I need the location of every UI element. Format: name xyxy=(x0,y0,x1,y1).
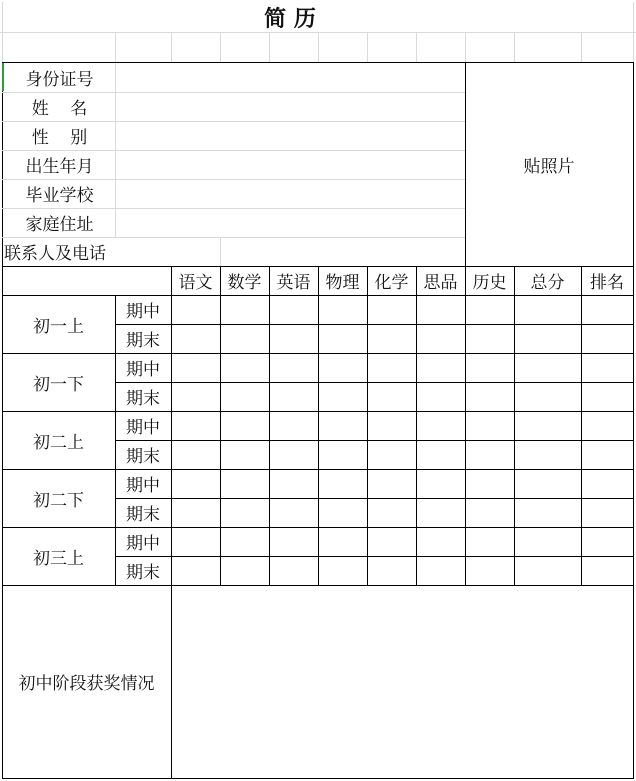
score-cell[interactable] xyxy=(171,440,220,469)
score-cell[interactable] xyxy=(171,498,220,527)
score-cell[interactable] xyxy=(367,498,416,527)
gridline xyxy=(171,32,172,63)
score-cell[interactable] xyxy=(367,411,416,440)
score-cell[interactable] xyxy=(416,556,465,585)
score-cell[interactable] xyxy=(465,411,514,440)
score-cell[interactable] xyxy=(269,498,318,527)
score-cell[interactable] xyxy=(318,295,367,324)
score-cell[interactable] xyxy=(581,324,633,353)
gridline xyxy=(465,32,466,63)
gridline xyxy=(269,32,270,63)
gridline xyxy=(318,32,319,63)
exam-type-label: 期中 xyxy=(126,534,160,554)
score-cell[interactable] xyxy=(269,411,318,440)
score-cell[interactable] xyxy=(318,324,367,353)
page-title: 简 历 xyxy=(264,6,316,32)
info-label: 姓 名 xyxy=(31,99,88,119)
score-cell[interactable] xyxy=(465,324,514,353)
score-cell[interactable] xyxy=(416,353,465,382)
score-cell[interactable] xyxy=(581,353,633,382)
score-cell[interactable] xyxy=(465,527,514,556)
score-cell[interactable] xyxy=(269,440,318,469)
term-label: 初一下 xyxy=(33,374,84,395)
score-cell[interactable] xyxy=(416,382,465,411)
score-cell[interactable] xyxy=(171,295,220,324)
exam-type-label: 期末 xyxy=(126,331,160,351)
score-cell[interactable] xyxy=(367,469,416,498)
score-cell[interactable] xyxy=(220,527,269,556)
score-cell[interactable] xyxy=(581,382,633,411)
info-value-field[interactable] xyxy=(115,63,465,92)
score-cell[interactable] xyxy=(416,469,465,498)
score-cell[interactable] xyxy=(220,556,269,585)
score-cell[interactable] xyxy=(465,498,514,527)
term-label: 初二上 xyxy=(33,432,84,453)
score-cell[interactable] xyxy=(581,440,633,469)
term-label: 初一上 xyxy=(33,316,84,337)
score-cell[interactable] xyxy=(171,324,220,353)
score-cell[interactable] xyxy=(514,295,581,324)
info-label: 毕业学校 xyxy=(25,186,94,206)
score-cell[interactable] xyxy=(367,353,416,382)
subject-header: 总分 xyxy=(530,273,565,293)
score-cell[interactable] xyxy=(367,382,416,411)
score-cell[interactable] xyxy=(514,527,581,556)
score-cell[interactable] xyxy=(171,411,220,440)
subject-header: 数学 xyxy=(227,273,262,293)
exam-type-label: 期中 xyxy=(126,476,160,496)
gridline xyxy=(581,32,582,63)
score-cell[interactable] xyxy=(514,411,581,440)
score-cell[interactable] xyxy=(318,382,367,411)
score-cell[interactable] xyxy=(269,353,318,382)
score-cell[interactable] xyxy=(581,469,633,498)
border-line xyxy=(633,62,634,779)
score-cell[interactable] xyxy=(269,556,318,585)
exam-type-label: 期中 xyxy=(126,302,160,322)
score-cell[interactable] xyxy=(220,324,269,353)
gridline xyxy=(220,32,221,63)
term-label: 初三上 xyxy=(33,548,84,569)
exam-type-label: 期末 xyxy=(126,447,160,467)
score-cell[interactable] xyxy=(269,469,318,498)
score-cell[interactable] xyxy=(220,469,269,498)
gridline xyxy=(2,2,3,63)
photo-placeholder[interactable]: 贴照片 xyxy=(523,157,575,177)
score-cell[interactable] xyxy=(465,295,514,324)
score-cell[interactable] xyxy=(220,295,269,324)
gridline xyxy=(633,32,634,63)
awards-label: 初中阶段获奖情况 xyxy=(18,674,155,694)
info-label: 家庭住址 xyxy=(25,215,94,235)
score-cell[interactable] xyxy=(514,440,581,469)
info-value-field[interactable] xyxy=(115,92,465,121)
subject-header: 物理 xyxy=(325,273,360,293)
score-cell[interactable] xyxy=(465,469,514,498)
exam-type-label: 期末 xyxy=(126,563,160,583)
score-cell[interactable] xyxy=(269,324,318,353)
info-value-field[interactable] xyxy=(115,150,465,179)
score-cell[interactable] xyxy=(318,556,367,585)
score-cell[interactable] xyxy=(416,440,465,469)
info-value-field[interactable] xyxy=(220,237,465,266)
info-value-field[interactable] xyxy=(115,121,465,150)
score-cell[interactable] xyxy=(416,498,465,527)
info-label: 出生年月 xyxy=(25,157,94,177)
score-cell[interactable] xyxy=(416,324,465,353)
score-cell[interactable] xyxy=(171,469,220,498)
score-cell[interactable] xyxy=(514,353,581,382)
score-cell[interactable] xyxy=(367,527,416,556)
score-cell[interactable] xyxy=(171,527,220,556)
score-cell[interactable] xyxy=(465,440,514,469)
score-cell[interactable] xyxy=(269,527,318,556)
term-label: 初二下 xyxy=(33,490,84,511)
info-label: 性 别 xyxy=(31,128,88,148)
gridline xyxy=(514,32,515,63)
score-cell[interactable] xyxy=(514,324,581,353)
score-cell[interactable] xyxy=(465,382,514,411)
score-cell[interactable] xyxy=(416,411,465,440)
info-label: 联系人及电话 xyxy=(4,244,106,264)
score-cell[interactable] xyxy=(318,498,367,527)
exam-type-label: 期中 xyxy=(126,360,160,380)
score-cell[interactable] xyxy=(220,440,269,469)
score-cell[interactable] xyxy=(581,498,633,527)
score-cell[interactable] xyxy=(581,527,633,556)
exam-type-label: 期末 xyxy=(126,389,160,409)
score-cell[interactable] xyxy=(318,527,367,556)
subject-header: 历史 xyxy=(472,273,507,293)
subject-header: 化学 xyxy=(374,273,409,293)
border-line xyxy=(2,778,634,779)
score-cell[interactable] xyxy=(514,556,581,585)
score-cell[interactable] xyxy=(581,556,633,585)
score-cell[interactable] xyxy=(220,353,269,382)
score-cell[interactable] xyxy=(318,440,367,469)
subject-header: 语文 xyxy=(178,273,213,293)
score-cell[interactable] xyxy=(581,295,633,324)
score-cell[interactable] xyxy=(318,353,367,382)
subject-header: 排名 xyxy=(590,273,624,293)
score-cell[interactable] xyxy=(171,382,220,411)
subject-header: 思品 xyxy=(423,273,458,293)
exam-type-label: 期中 xyxy=(126,418,160,438)
score-cell[interactable] xyxy=(269,382,318,411)
gridline xyxy=(115,32,116,63)
score-cell[interactable] xyxy=(367,556,416,585)
score-cell[interactable] xyxy=(367,440,416,469)
score-cell[interactable] xyxy=(220,411,269,440)
score-cell[interactable] xyxy=(171,556,220,585)
score-cell[interactable] xyxy=(514,382,581,411)
score-cell[interactable] xyxy=(220,498,269,527)
info-value-field[interactable] xyxy=(115,208,465,237)
info-label: 身份证号 xyxy=(25,70,94,90)
exam-type-label: 期末 xyxy=(126,505,160,525)
gridline xyxy=(633,2,634,32)
subject-header: 英语 xyxy=(276,273,311,293)
score-cell[interactable] xyxy=(367,324,416,353)
score-cell[interactable] xyxy=(220,382,269,411)
score-cell[interactable] xyxy=(269,295,318,324)
score-cell[interactable] xyxy=(581,411,633,440)
score-cell[interactable] xyxy=(171,353,220,382)
score-cell[interactable] xyxy=(465,353,514,382)
score-cell[interactable] xyxy=(416,527,465,556)
score-cell[interactable] xyxy=(318,469,367,498)
score-cell[interactable] xyxy=(514,469,581,498)
score-cell[interactable] xyxy=(465,556,514,585)
info-value-field[interactable] xyxy=(115,179,465,208)
score-cell[interactable] xyxy=(318,411,367,440)
gridline xyxy=(416,32,417,63)
score-cell[interactable] xyxy=(514,498,581,527)
score-cell[interactable] xyxy=(416,295,465,324)
awards-content-cell[interactable] xyxy=(171,585,633,778)
score-cell[interactable] xyxy=(367,295,416,324)
gridline xyxy=(367,32,368,63)
